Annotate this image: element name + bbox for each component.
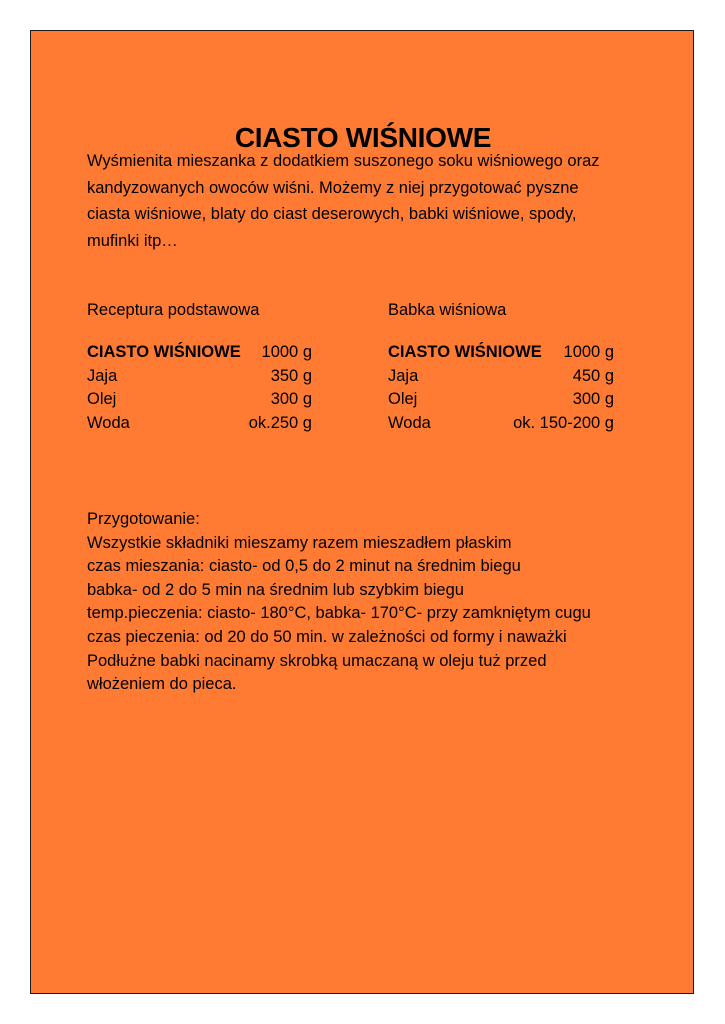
ingredient-quantity: 350 g: [270, 366, 312, 385]
intro-line: kandyzowanych owoców wiśni. Możemy z niej przygotować pyszne: [87, 178, 579, 197]
recipe-basic-title: Receptura podstawowa: [87, 301, 260, 319]
ingredient-row: [87, 412, 312, 436]
ingredient-quantity: 1000 g: [563, 343, 614, 361]
ingredient-quantity: ok. 150-200 g: [513, 413, 614, 432]
preparation-line: Podłużne babki nacinamy skrobką umaczaną w oleju tuż przed: [87, 651, 547, 670]
recipe-basic-table: [87, 341, 312, 435]
ingredient-row: [87, 341, 312, 365]
ingredient-quantity: 300 g: [270, 390, 312, 409]
preparation-line: czas pieczenia: od 20 do 50 min. w zależności od formy i naważki: [87, 627, 567, 646]
recipe-babka-table: [388, 341, 614, 435]
preparation-line: włożeniem do pieca.: [87, 675, 237, 694]
intro-line: mufinki itp…: [87, 231, 178, 250]
ingredient-name: Woda: [388, 413, 431, 432]
ingredient-quantity: 1000 g: [261, 343, 312, 361]
ingredient-name: Jaja: [388, 366, 419, 385]
preparation-section: [87, 508, 677, 697]
ingredient-name: Woda: [87, 413, 130, 432]
preparation-line: czas mieszania: ciasto- od 0,5 do 2 minut na średnim biegu: [87, 557, 521, 576]
ingredient-row: [388, 365, 614, 389]
recipe-babka-title: Babka wiśniowa: [388, 301, 507, 319]
ingredient-quantity: ok.250 g: [248, 413, 312, 432]
intro-line: ciasta wiśniowe, blaty do ciast deserowych, babki wiśniowe, spody,: [87, 205, 577, 223]
ingredient-quantity: 450 g: [572, 366, 614, 385]
intro-paragraph: [87, 148, 647, 254]
ingredient-name: Jaja: [87, 366, 118, 385]
preparation-line: Wszystkie składniki mieszamy razem mieszadłem płaskim: [87, 533, 512, 552]
ingredient-row: [87, 388, 312, 412]
document-page: [30, 30, 694, 994]
preparation-line: temp.pieczenia: ciasto- 180°C, babka- 170°C- przy zamkniętym cugu: [87, 604, 591, 623]
ingredient-row: [87, 365, 312, 389]
ingredient-name: Olej: [388, 390, 418, 409]
ingredient-quantity: 300 g: [572, 390, 614, 409]
preparation-heading: Przygotowanie:: [87, 510, 200, 528]
ingredient-row: [388, 341, 614, 365]
ingredient-row: [388, 412, 614, 436]
ingredient-name: CIASTO WIŚNIOWE: [388, 343, 542, 361]
ingredient-name: Olej: [87, 390, 117, 409]
ingredient-name: CIASTO WIŚNIOWE: [87, 343, 241, 361]
page-title: CIASTO WIŚNIOWE: [234, 122, 492, 153]
intro-line: Wyśmienita mieszanka z dodatkiem suszonego soku wiśniowego oraz: [87, 152, 600, 170]
ingredient-row: [388, 388, 614, 412]
preparation-line: babka- od 2 do 5 min na średnim lub szybkim biegu: [87, 580, 464, 599]
